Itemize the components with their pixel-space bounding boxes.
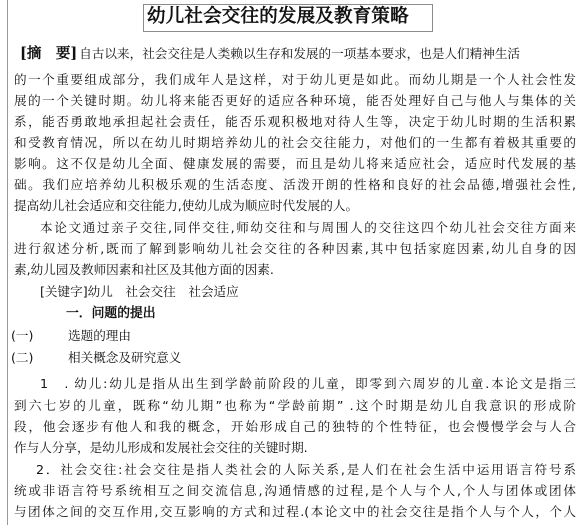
intro-line-3: 素,幼儿园及教师因素和社区及其他方面的因素. xyxy=(14,262,274,277)
abstract-line-7: 础。我们应培养幼儿积极乐观的生活态度、活泼开朗的性格和良好的社会品德,增强社会性, xyxy=(14,177,576,192)
abstract-line-8: 提高幼儿社会适应和交往能力,使幼儿成为顺应时代发展的人。 xyxy=(14,198,359,213)
abstract-label: [摘 要] xyxy=(20,45,78,62)
intro-line-2: 进行叙述分析,既而了解到影响幼儿社会交往的各种因素,其中包括家庭因素,幼儿自身的因 xyxy=(14,241,576,256)
definition-1-line-1: 1 . 幼儿:幼儿是指从出生到学龄前阶段的儿童，即零到六周岁的儿童.本论文是指三 xyxy=(40,376,576,391)
keywords-line: [关键字]幼儿 社会交往 社会适应 xyxy=(40,284,239,299)
definition-2-line-3: 与团体之间的交互作用,交互影响的方式和过程.(本论文中的社会交往是指个人与个人，个人 xyxy=(14,504,576,519)
definition-2-line-1: 2．社会交往:社会交往是指人类社会的人际关系,是人们在社会生活中运用语言符号系 xyxy=(36,462,576,477)
intro-line-1: 本论文通过亲子交往,同伴交往,师幼交往和与周围人的交往这四个幼儿社会交往方面来 xyxy=(40,220,576,235)
page-margin-rule xyxy=(7,0,8,525)
abstract-line-2: 的一个重要组成部分，我们成年人是这样，对于幼儿更是如此。而幼儿期是一个人社会性发 xyxy=(14,72,576,87)
section-heading-1: 一．问题的提出 xyxy=(66,306,156,321)
definition-1-line-3: 段，他会逐步有他人和我的概念，开始形成自己的独特的个性特征，也会慢慢学会与人合 xyxy=(14,419,576,434)
abstract-text-1: 自古以来，社会交往是人类赖以生存和发展的一项基本要求，也是人们精神生活 xyxy=(79,46,521,61)
abstract-line-5: 和受教育情况，所以在幼儿时期培养幼儿的社会交往能力，对他们的一生都有着极其重要的 xyxy=(14,135,576,150)
definition-2-line-2: 统或非语言符号系统相互之间交流信息,沟通情感的过程,是个人与个人,个人与团体或团体 xyxy=(14,483,576,498)
abstract-line-6: 影响。这不仅是幼儿全面、健康发展的需要，而且是幼儿将来适应社会，适应时代发展的基 xyxy=(14,156,576,171)
document-title: 幼儿社会交往的发展及教育策略 xyxy=(147,6,409,27)
abstract-line-3: 展的一个关键时期。幼儿将来能否更好的适应各种环境，能否处理好自己与他人与集体的关 xyxy=(14,93,576,108)
subsection-1-title: 选题的理由 xyxy=(68,328,131,343)
subsection-2-number: (二) xyxy=(11,350,34,365)
abstract-line-1 xyxy=(14,45,576,63)
abstract-line-4: 系，能否勇敢地承担起社会责任，能否乐观积极地对待人生等，决定于幼儿时期的生活积累 xyxy=(14,114,576,129)
subsection-1-number: (一) xyxy=(11,328,34,343)
definition-1-line-2: 到六七岁的儿童，既称“幼儿期”也称为“学龄前期” .这个时期是幼儿自我意识的形成阶 xyxy=(14,398,576,413)
definition-1-line-4: 作与人分享，是幼儿形成和发展社会交往的关键时期. xyxy=(14,440,308,455)
subsection-2-title: 相关概念及研究意义 xyxy=(68,350,182,365)
